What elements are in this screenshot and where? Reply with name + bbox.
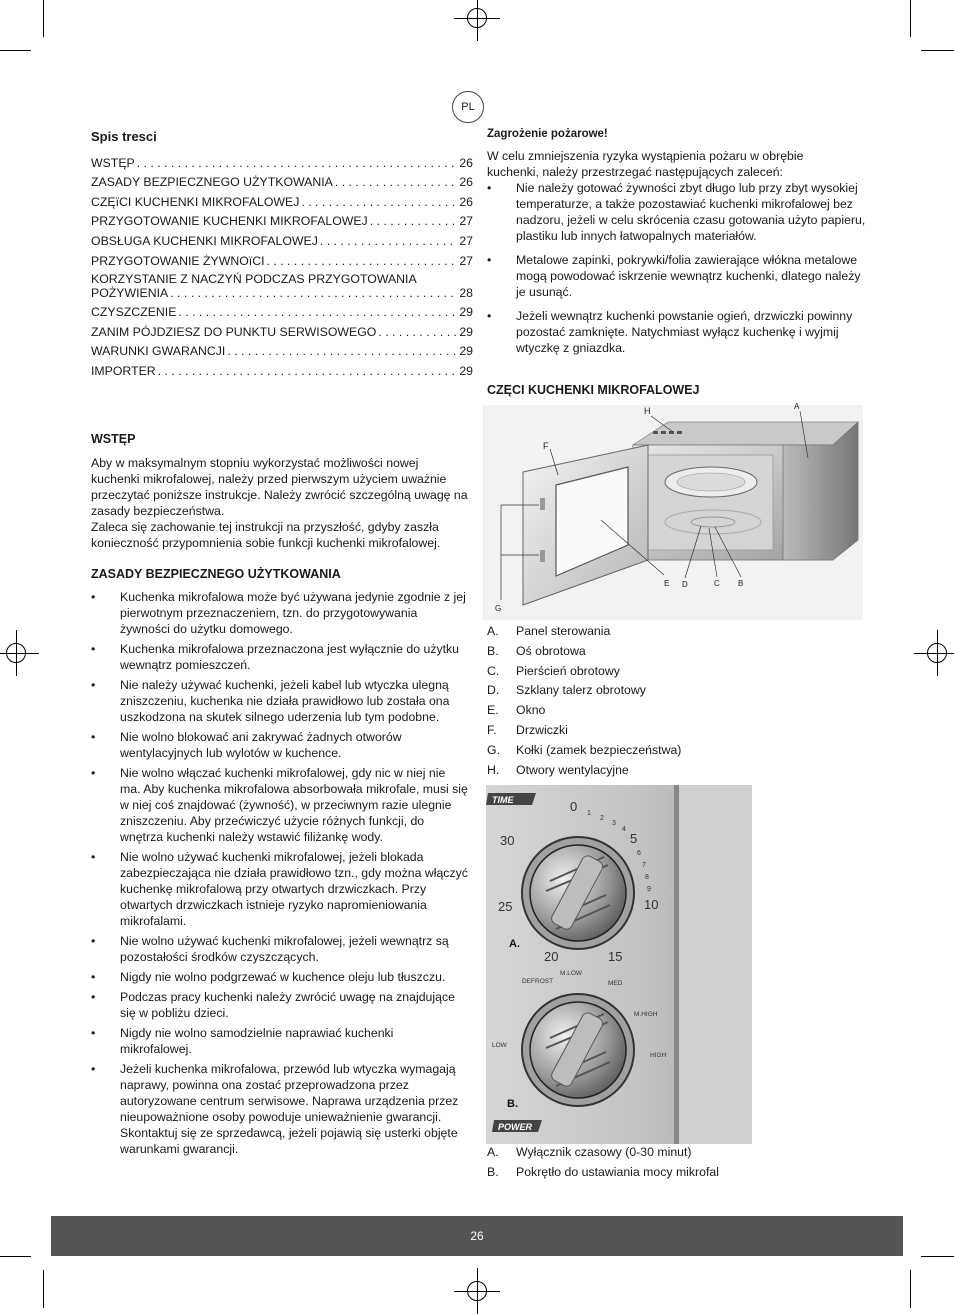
list-item: F. Drzwiczki	[487, 722, 568, 737]
page-number: 26	[470, 1229, 484, 1243]
knob-a-label: A.	[509, 938, 520, 950]
time-mark: 10	[644, 897, 659, 912]
safety-list	[91, 589, 468, 1161]
list-item: • Kuchenka mikrofalowa może być używana jedynie zgodnie z jej pierwotnym przeznaczeniem, tzn. do przygotowywania żywności do użytku domowego.	[91, 589, 468, 637]
toc-item: ZASADY BEZPIECZNEGO UŻYTKOWANIA . . . 26	[91, 170, 473, 190]
list-item: E. Okno	[487, 703, 546, 718]
power-mark: MED	[608, 980, 623, 987]
parts-heading: CZĘCI KUCHENKI MIKROFALOWEJ	[487, 383, 700, 397]
registration-mark	[6, 643, 26, 663]
figure-label-f: F	[543, 441, 549, 451]
figure-label-h: H	[644, 406, 651, 416]
toc-item: OBSŁUGA KUCHENKI MIKROFALOWEJ . . . 27	[91, 228, 473, 248]
toc-item: PRZYGOTOWANIE KUCHENKI MIKROFALOWEJ . . . 27	[91, 209, 473, 229]
power-mark: M.LOW	[560, 970, 583, 977]
microwave-illustration	[483, 400, 863, 620]
time-mark: 20	[544, 949, 559, 964]
page-footer	[51, 1216, 903, 1256]
figure-label-e: E	[664, 579, 670, 588]
list-item: • Nie wolno włączać kuchenki mikrofalowej, gdy nic w niej nie ma. Aby kuchenka mikrofalowa absorbowała mikrofale, musi się w niej coś znajdować (żywność), w przeciwnym razie ulegnie zniszczeniu. Aby przećwiczyć użycie różnych funkcji, do wnętrza kuchenki należy wstawić filiżankę wody.	[91, 765, 468, 845]
time-mark: 15	[608, 949, 623, 964]
microwave-diagram	[483, 400, 863, 620]
toc-item: IMPORTER . . . 29	[91, 358, 473, 378]
toc-item: WARUNKI GWARANCJI . . . 29	[91, 339, 473, 359]
list-item: B. Oś obrotowa	[487, 643, 586, 658]
time-mark: 30	[500, 833, 515, 848]
time-mark: 1	[587, 810, 591, 817]
figure-label-b: B	[738, 579, 744, 588]
toc-item: PRZYGOTOWANIE ŻYWNOïCI . . . 27	[91, 248, 473, 268]
list-item: B. Pokrętło do ustawiania mocy mikrofal	[487, 1164, 719, 1179]
crop-mark	[0, 50, 31, 51]
parts-list	[487, 622, 681, 780]
power-mark: HIGH	[650, 1052, 667, 1059]
list-item: • Nie należy gotować żywności zbyt długo lub przy zbyt wysokiej temperaturze, a także pozostawiać kuchenki mikrofalowej bez nadzoru, jeżeli w celu skrócenia czasu gotowania użyto papieru, plastiku lub innych łatwopalnych materiałów.	[487, 180, 867, 244]
list-item: • Kuchenka mikrofalowa przeznaczona jest wyłącznie do użytku wewnątrz pomieszczeń.	[91, 641, 468, 673]
list-item: • Jeżeli kuchenka mikrofalowa, przewód lub wtyczka wymagają naprawy, powinna ona zostać przeprowadzona przez autoryzowane centrum serwisowe. Naprawa urządzenia przez nieupoważnione osoby powoduje unieważnienie gwarancji. Skontaktuj się ze sprzedawcą, jeżeli pojawią się usterki objęte warunkami gwarancji.	[91, 1061, 468, 1157]
fire-heading: Zagrożenie pożarowe!	[487, 128, 608, 140]
list-item: A. Panel sterowania	[487, 624, 611, 638]
crop-mark	[43, 0, 44, 37]
registration-mark	[927, 643, 947, 663]
toc-item: KORZYSTANIE Z NACZYŃ PODCZAS PRZYGOTOWANIA POŻYWIENIA . . . 28	[91, 272, 473, 300]
crop-mark	[43, 1270, 44, 1308]
list-item: • Nigdy nie wolno samodzielnie naprawiać kuchenki mikrofalowej.	[91, 1025, 468, 1057]
toc-item: CZĘïCI KUCHENKI MIKROFALOWEJ . . . 26	[91, 189, 473, 209]
crop-mark	[910, 1270, 911, 1308]
list-item: • Nie wolno blokować ani zakrywać żadnych otworów wentylacyjnych lub wylotów w kuchence.	[91, 729, 468, 761]
figure-label-a: A	[794, 402, 800, 411]
list-item: C. Pierścień obrotowy	[487, 663, 620, 678]
list-item: G. Kołki (zamek bezpieczeństwa)	[487, 742, 682, 757]
controls-list	[487, 1143, 719, 1183]
crop-mark	[0, 1256, 31, 1257]
time-mark: 9	[647, 886, 651, 893]
control-panel-illustration	[486, 785, 752, 1144]
time-mark: 4	[622, 826, 626, 833]
intro-heading: WSTĘP	[91, 432, 136, 446]
crop-mark	[921, 1256, 954, 1257]
power-mark: LOW	[492, 1042, 507, 1049]
time-mark: 0	[570, 799, 578, 814]
time-mark: 5	[630, 831, 638, 846]
power-mark: DEFROST	[522, 978, 554, 985]
list-item: • Nie należy używać kuchenki, jeżeli kabel lub wtyczka ulegną zniszczeniu, kuchenka nie działa prawidłowo lub została ona uszkodzona na skutek silnego uderzenia lub tym podobne.	[91, 677, 468, 725]
time-mark: 3	[612, 820, 616, 827]
list-item: • Nie wolno używać kuchenki mikrofalowej, jeżeli blokada zabezpieczająca nie działa prawidłowo tzn., gdy można włączyć kuchenkę mikrofalową przy otwartych drzwiczkach. Przy otwartych drzwiczkach istnieje ryzyko napromieniowania mikrofalami.	[91, 849, 468, 929]
list-item: • Jeżeli wewnątrz kuchenki powstanie ogień, drzwiczki powinny pozostać zamknięte. Natychmiast wyłącz kuchenkę i wyjmij wtyczkę z gniazdka.	[487, 308, 867, 356]
crop-mark	[921, 50, 954, 51]
list-item: • Nie wolno używać kuchenki mikrofalowej, jeżeli wewnątrz są pozostałości środków czyszczących.	[91, 933, 468, 965]
toc-title: Spis tresci	[91, 129, 157, 144]
time-mark: 2	[600, 815, 604, 822]
figure-label-d: D	[682, 580, 688, 589]
fire-list	[487, 180, 867, 360]
time-mark: 25	[498, 899, 513, 914]
safety-heading: ZASADY BEZPIECZNEGO UŻYTKOWANIA	[91, 567, 341, 581]
list-item: • Nigdy nie wolno podgrzewać w kuchence oleju lub tłuszczu.	[91, 969, 468, 985]
time-mark: 8	[645, 874, 649, 881]
time-label: TIME	[492, 795, 514, 805]
toc-item: ZANIM PÓJDZIESZ DO PUNKTU SERWISOWEGO . . . 29	[91, 319, 473, 339]
toc-item: CZYSZCZENIE . . . 29	[91, 300, 473, 320]
time-mark: 7	[642, 862, 646, 869]
list-item: A. Wyłącznik czasowy (0-30 minut)	[487, 1145, 692, 1159]
registration-mark	[467, 8, 487, 28]
intro-text: Aby w maksymalnym stopniu wykorzystać możliwości nowej kuchenki mikrofalowej, należy przed pierwszym użyciem uważnie przeczytać poniższe instrukcje. Należy zwrócić szczególną uwagę na zasady bezpieczeństwa. Zaleca się zachowanie tej instrukcji na przyszłość, gdyby zaszła konieczność przypomnienia sobie funkcji kuchenki mikrofalowej.	[91, 456, 468, 550]
list-item: • Metalowe zapinki, pokrywki/folia zawierające włókna metalowe mogą powodować iskrzenie wewnątrz kuchenki, dlatego należy je usunąć.	[487, 252, 867, 300]
power-mark: M.HIGH	[634, 1011, 658, 1018]
time-mark: 6	[637, 850, 641, 857]
knob-b-label: B.	[507, 1098, 518, 1110]
figure-label-c: C	[714, 579, 720, 588]
table-of-contents	[91, 150, 473, 378]
list-item: H. Otwory wentylacyjne	[487, 762, 629, 777]
power-label: POWER	[498, 1122, 533, 1132]
toc-item: WSTĘP . . . 26	[91, 150, 473, 170]
fire-intro: W celu zmniejszenia ryzyka wystąpienia pożaru w obrębie kuchenki, należy przestrzegać następujących zaleceń:	[487, 149, 804, 179]
language-badge: PL	[452, 91, 484, 123]
list-item: • Podczas pracy kuchenki należy zwrócić uwagę na znajdujące się w pobliżu dzieci.	[91, 989, 468, 1021]
crop-mark	[910, 0, 911, 37]
figure-label-g: G	[495, 604, 502, 613]
registration-mark	[467, 1281, 487, 1301]
list-item: D. Szklany talerz obrotowy	[487, 683, 646, 698]
control-panel-photo	[486, 785, 752, 1144]
